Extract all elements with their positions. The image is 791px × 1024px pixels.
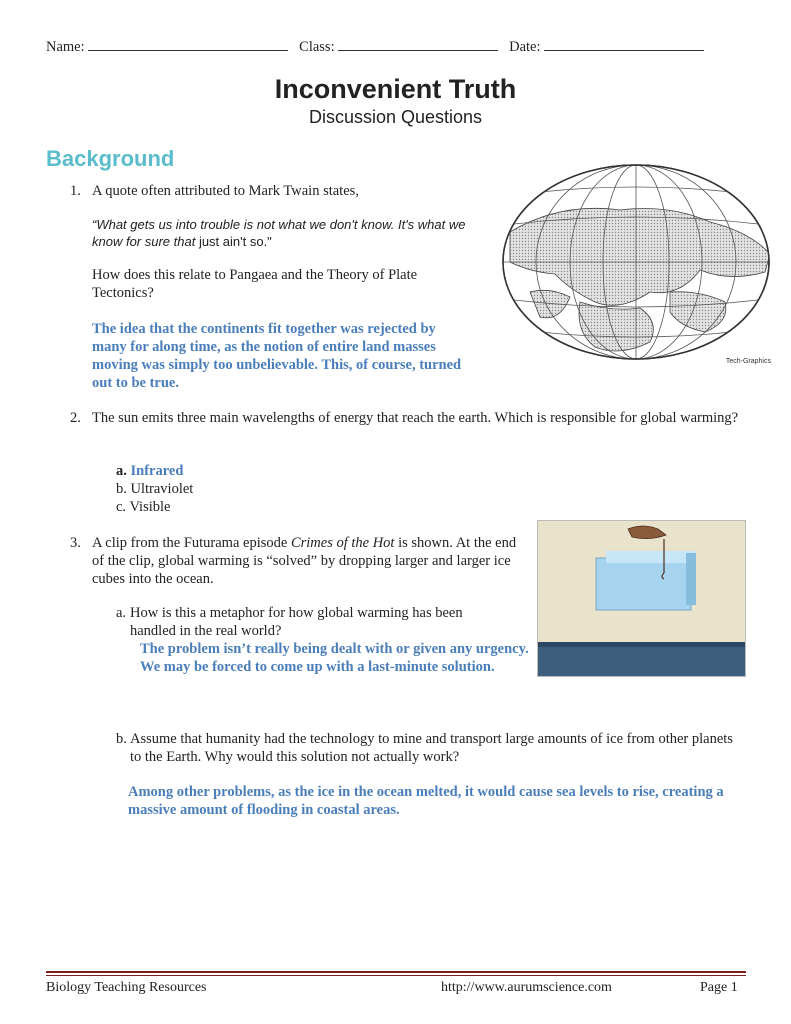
q3-text-post: is shown. At the end of the clip, global warming is “solved” by dropping larger and larger ice cubes into the ocean. [92, 535, 517, 587]
q1-quote [92, 216, 492, 250]
q3-text [92, 534, 522, 588]
q1-quote-plain: just ain't so." [195, 234, 272, 249]
ice-cube-illustration [538, 521, 745, 676]
q2-option-a [116, 462, 183, 480]
section-heading: Background [46, 146, 175, 171]
globe-caption: Tech-Graphics [725, 358, 771, 365]
q2-option-b-letter: b. [116, 481, 127, 497]
class-label: Class: [299, 39, 335, 55]
q2-text: The sun emits three main wavelengths of energy that reach the earth. Which is responsible for global warming? [92, 410, 739, 426]
q3-episode-title: Crimes of the Hot [290, 535, 395, 551]
q3b-question: Assume that humanity had the technology to mine and transport large amounts of ice from other planets to the Earth. Why would this solution not actually work? [130, 731, 733, 765]
q1-prompt: How does this relate to Pangaea and the Theory of Plate Tectonics? [92, 267, 418, 301]
footer-url-link[interactable]: http://www.aurumscience.com [441, 980, 612, 995]
page-subtitle: Discussion Questions [308, 107, 483, 127]
q3b-answer: Among other problems, as the ice in the ocean melted, it would cause sea levels to rise, creating a massive amount of flooding in coastal areas. [128, 784, 724, 818]
q3a-answer: The problem isn’t really being dealt with or given any urgency. We may be forced to come up with a last-minute solution. [140, 641, 529, 675]
q3b-letter: b. [116, 731, 127, 747]
footer-left: Biology Teaching Resources [46, 980, 207, 995]
footer-rule-thin [46, 975, 746, 976]
date-label: Date: [509, 39, 541, 55]
class-field[interactable] [338, 38, 498, 51]
globe-illustration [500, 162, 775, 372]
q3a-question: How is this a metaphor for how global warming has been handled in the real world? [130, 605, 463, 639]
q3-text-pre: A clip from the Futurama episode [92, 535, 291, 551]
q2-option-b [116, 480, 193, 498]
q1-text: A quote often attributed to Mark Twain states, [92, 183, 359, 199]
q2-number: 2. [70, 410, 81, 426]
footer-page-number: Page 1 [700, 980, 738, 995]
page-title: Inconvenient Truth [274, 74, 517, 104]
pangaea-globe-image [500, 162, 775, 372]
date-field[interactable] [544, 38, 704, 51]
q1-number: 1. [70, 183, 81, 199]
name-label: Name: [46, 39, 85, 55]
q3-number: 3. [70, 535, 81, 551]
footer-rule-thick [46, 971, 746, 973]
q2-option-c-label: Visible [129, 499, 171, 515]
q2-option-a-label: Infrared [130, 463, 184, 479]
q1-answer: The idea that the continents fit together was rejected by many for along time, as the notion of entire land masses moving was simply too unbelievable. This, of course, turned out to be true. [92, 321, 462, 391]
q2-option-c [116, 498, 170, 516]
q1-quote-italic: “What gets us into trouble is not what we don't know. It's what we know for sure that [92, 217, 466, 249]
q2-option-b-label: Ultraviolet [130, 481, 194, 497]
name-field[interactable] [88, 38, 288, 51]
q3a-letter: a. [116, 605, 127, 621]
q2-option-a-letter: a. [116, 463, 127, 479]
q2-option-c-letter: c. [116, 499, 127, 515]
futurama-ice-cube-image [537, 520, 746, 677]
name-class-date-line [46, 38, 746, 56]
